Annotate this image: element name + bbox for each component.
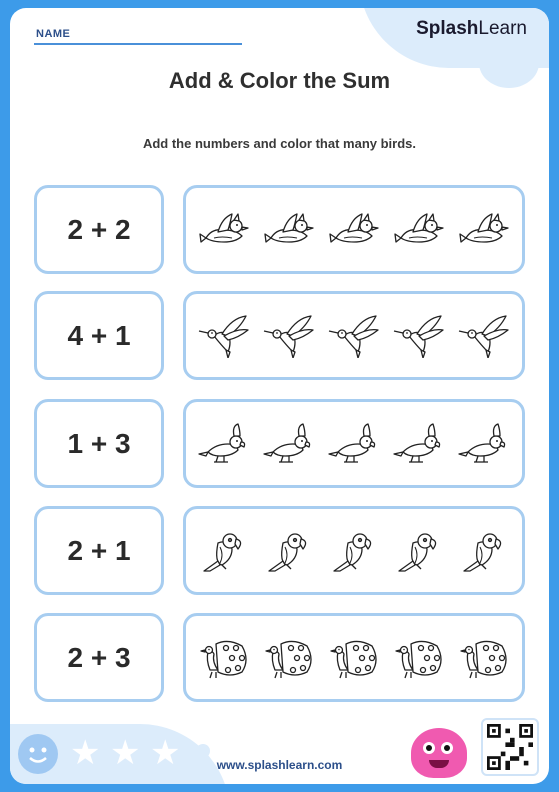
hummingbird-icon[interactable] xyxy=(263,314,315,358)
page-title: Add & Color the Sum xyxy=(168,68,391,93)
hummingbird-icon[interactable] xyxy=(328,314,380,358)
peacock-icon[interactable] xyxy=(458,636,510,680)
peacock-icon[interactable] xyxy=(198,636,250,680)
problem-row xyxy=(10,291,549,385)
blue-jay-icon[interactable] xyxy=(263,208,315,252)
peacock-icon[interactable] xyxy=(263,636,315,680)
parrot-icon[interactable] xyxy=(198,529,250,573)
monster-mascot-icon xyxy=(411,728,467,778)
blue-jay-icon[interactable] xyxy=(458,208,510,252)
worksheet xyxy=(10,8,549,784)
equation-box: 2 + 2 xyxy=(34,185,164,274)
instruction-text: Add the numbers and color that many birds. xyxy=(142,136,417,151)
logo-part-1: Splash xyxy=(416,18,479,39)
birds-box xyxy=(183,399,525,488)
problem-row xyxy=(10,185,549,279)
hummingbird-icon[interactable] xyxy=(393,314,445,358)
decorative-dot xyxy=(196,744,210,758)
qr-code-icon xyxy=(481,718,539,776)
birds-box xyxy=(183,291,525,380)
cockatoo-icon[interactable] xyxy=(458,422,510,466)
peacock-icon[interactable] xyxy=(393,636,445,680)
star-icon: ★ xyxy=(70,734,101,772)
name-label: NAME xyxy=(36,28,71,40)
hummingbird-icon[interactable] xyxy=(198,314,250,358)
parrot-icon[interactable] xyxy=(393,529,445,573)
parrot-icon[interactable] xyxy=(458,529,510,573)
logo-part-2: Learn xyxy=(478,18,527,39)
cockatoo-icon[interactable] xyxy=(263,422,315,466)
equation-box: 2 + 1 xyxy=(34,506,164,595)
parrot-icon[interactable] xyxy=(263,529,315,573)
birds-box xyxy=(183,185,525,274)
blue-jay-icon[interactable] xyxy=(198,208,250,252)
website-link[interactable]: www.splashlearn.com xyxy=(216,758,343,772)
blue-jay-icon[interactable] xyxy=(393,208,445,252)
parrot-icon[interactable] xyxy=(328,529,380,573)
peacock-icon[interactable] xyxy=(328,636,380,680)
birds-box xyxy=(183,506,525,595)
cockatoo-icon[interactable] xyxy=(198,422,250,466)
name-field[interactable] xyxy=(34,43,242,45)
splashlearn-logo xyxy=(416,18,527,40)
hummingbird-icon[interactable] xyxy=(458,314,510,358)
cockatoo-icon[interactable] xyxy=(328,422,380,466)
equation-box: 1 + 3 xyxy=(34,399,164,488)
equation-box: 4 + 1 xyxy=(34,291,164,380)
blue-jay-icon[interactable] xyxy=(328,208,380,252)
star-icon: ★ xyxy=(150,734,181,772)
cockatoo-icon[interactable] xyxy=(393,422,445,466)
star-icon: ★ xyxy=(110,734,141,772)
equation-box: 2 + 3 xyxy=(34,613,164,702)
problem-row xyxy=(10,506,549,600)
problem-row xyxy=(10,613,549,707)
birds-box xyxy=(183,613,525,702)
problem-row xyxy=(10,399,549,493)
